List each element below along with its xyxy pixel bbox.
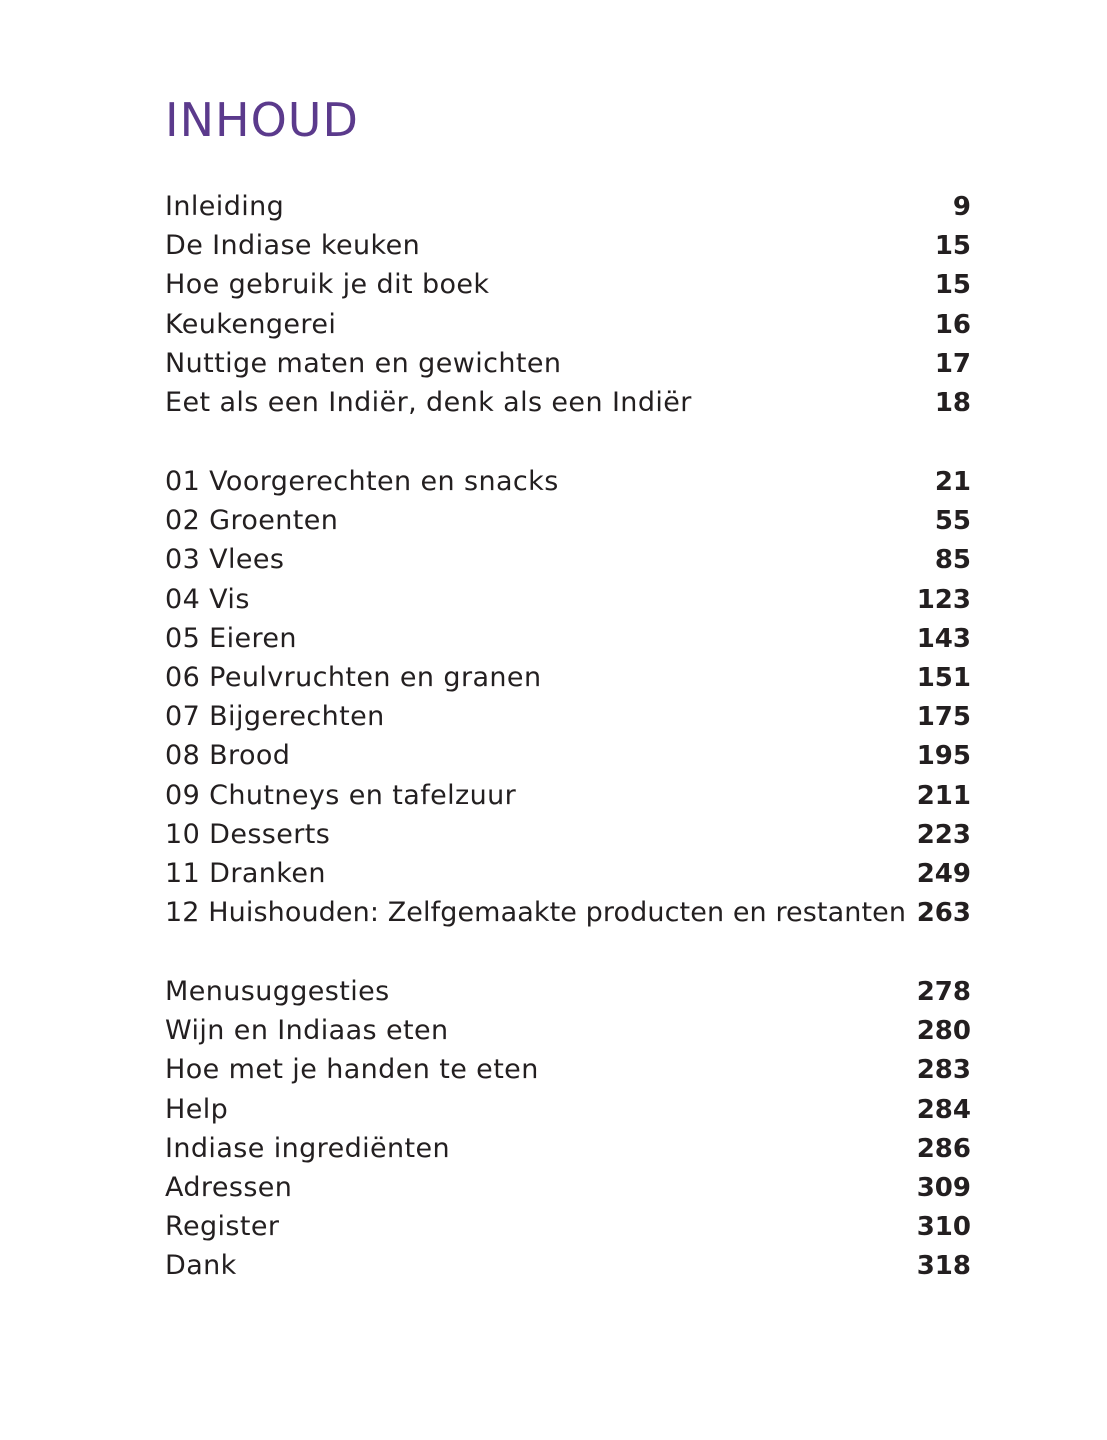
toc-entry-label: 08 Brood	[165, 740, 291, 772]
toc-entry-label: Help	[165, 1093, 229, 1125]
toc-entry-label: Hoe gebruik je dit boek	[165, 269, 490, 301]
toc-entry	[165, 736, 971, 775]
toc-entry-label: 05 Eieren	[165, 622, 297, 654]
toc-entry-page-number: 283	[916, 1055, 971, 1086]
toc-entry-page-number: 286	[916, 1133, 971, 1164]
page-title: INHOUD	[165, 93, 359, 147]
toc-entry-label: 04 Vis	[165, 583, 250, 615]
toc-entry	[165, 854, 971, 893]
toc-entry-label: Inleiding	[165, 191, 285, 222]
toc-entry-label: Wijn en Indiaas eten	[165, 1015, 449, 1047]
toc-entry-page-number: 9	[952, 192, 971, 222]
toc-entry	[165, 1246, 971, 1285]
toc-entry	[165, 1011, 971, 1050]
toc-entry	[165, 658, 971, 697]
toc-entry-label: 02 Groenten	[165, 505, 339, 537]
toc-entry-page-number: 280	[916, 1016, 971, 1047]
toc-section-chapters	[165, 462, 971, 932]
toc-entry	[165, 697, 971, 736]
toc-entry	[165, 1207, 971, 1246]
toc-section-appendix	[165, 972, 971, 1286]
toc-entry-page-number: 15	[934, 270, 971, 301]
toc-entry-label: Keukengerei	[165, 308, 337, 340]
toc-entry-label: 12 Huishouden: Zelfgemaakte producten en restanten	[165, 897, 907, 929]
toc-entry	[165, 1129, 971, 1168]
toc-entry	[165, 1168, 971, 1207]
toc-entry	[165, 383, 971, 422]
toc-entry-label: 03 Vlees	[165, 544, 285, 576]
toc-entry-page-number: 21	[934, 467, 971, 497]
toc-entry	[165, 1090, 971, 1129]
toc-entry-page-number: 175	[916, 702, 971, 733]
toc-entry-page-number: 278	[916, 977, 971, 1007]
toc-entry-label: Indiase ingrediënten	[165, 1132, 451, 1164]
toc-entry-page-number: 55	[934, 506, 971, 537]
toc-section-intro	[165, 187, 971, 422]
toc-entry	[165, 580, 971, 619]
toc-entry	[165, 187, 971, 226]
toc-entry	[165, 344, 971, 383]
toc-entry	[165, 815, 971, 854]
toc-entry-label: 07 Bijgerechten	[165, 701, 385, 733]
toc-entry-page-number: 309	[916, 1172, 971, 1203]
toc-entry	[165, 501, 971, 540]
toc-entry-label: Eet als een Indiër, denk als een Indiër	[165, 386, 692, 418]
toc-entry-label: 11 Dranken	[165, 857, 326, 889]
toc-entry	[165, 972, 971, 1011]
toc-entry-label: 01 Voorgerechten en snacks	[165, 466, 559, 497]
toc-entry	[165, 305, 971, 344]
toc-entry	[165, 619, 971, 658]
toc-entry-label: 09 Chutneys en tafelzuur	[165, 779, 517, 811]
toc-entry-page-number: 318	[916, 1251, 971, 1282]
toc-entry-label: Menusuggesties	[165, 976, 390, 1007]
toc-entry	[165, 1050, 971, 1089]
toc-entry	[165, 540, 971, 579]
toc-entry-page-number: 310	[916, 1212, 971, 1243]
toc-entry-page-number: 263	[916, 898, 971, 929]
toc-entry-label: Adressen	[165, 1171, 293, 1203]
toc-entry-page-number: 18	[934, 387, 971, 418]
toc-entry-page-number: 249	[916, 858, 971, 889]
toc-entry-label: Dank	[165, 1250, 237, 1282]
toc-entry	[165, 893, 971, 932]
toc-entry-page-number: 143	[916, 623, 971, 654]
toc-entry-page-number: 195	[916, 741, 971, 772]
toc-entry	[165, 776, 971, 815]
toc-entry-page-number: 211	[916, 780, 971, 811]
toc-entry-page-number: 15	[934, 231, 971, 262]
toc-entry-page-number: 223	[916, 819, 971, 850]
toc-entry-label: De Indiase keuken	[165, 230, 421, 262]
toc-entry	[165, 226, 971, 265]
toc-entry-label: Register	[165, 1211, 280, 1243]
toc-entry	[165, 265, 971, 304]
toc-entry-page-number: 16	[934, 309, 971, 340]
toc-entry-label: 10 Desserts	[165, 818, 331, 850]
toc-entry-page-number: 17	[934, 348, 971, 379]
toc-entry	[165, 462, 971, 501]
toc-entry-page-number: 151	[916, 662, 971, 693]
toc-entry-page-number: 85	[934, 545, 971, 576]
toc-entry-page-number: 123	[916, 584, 971, 615]
toc-entry-label: Nuttige maten en gewichten	[165, 347, 562, 379]
toc-entry-label: Hoe met je handen te eten	[165, 1054, 539, 1086]
toc-entry-page-number: 284	[916, 1094, 971, 1125]
toc-entry-label: 06 Peulvruchten en granen	[165, 661, 542, 693]
